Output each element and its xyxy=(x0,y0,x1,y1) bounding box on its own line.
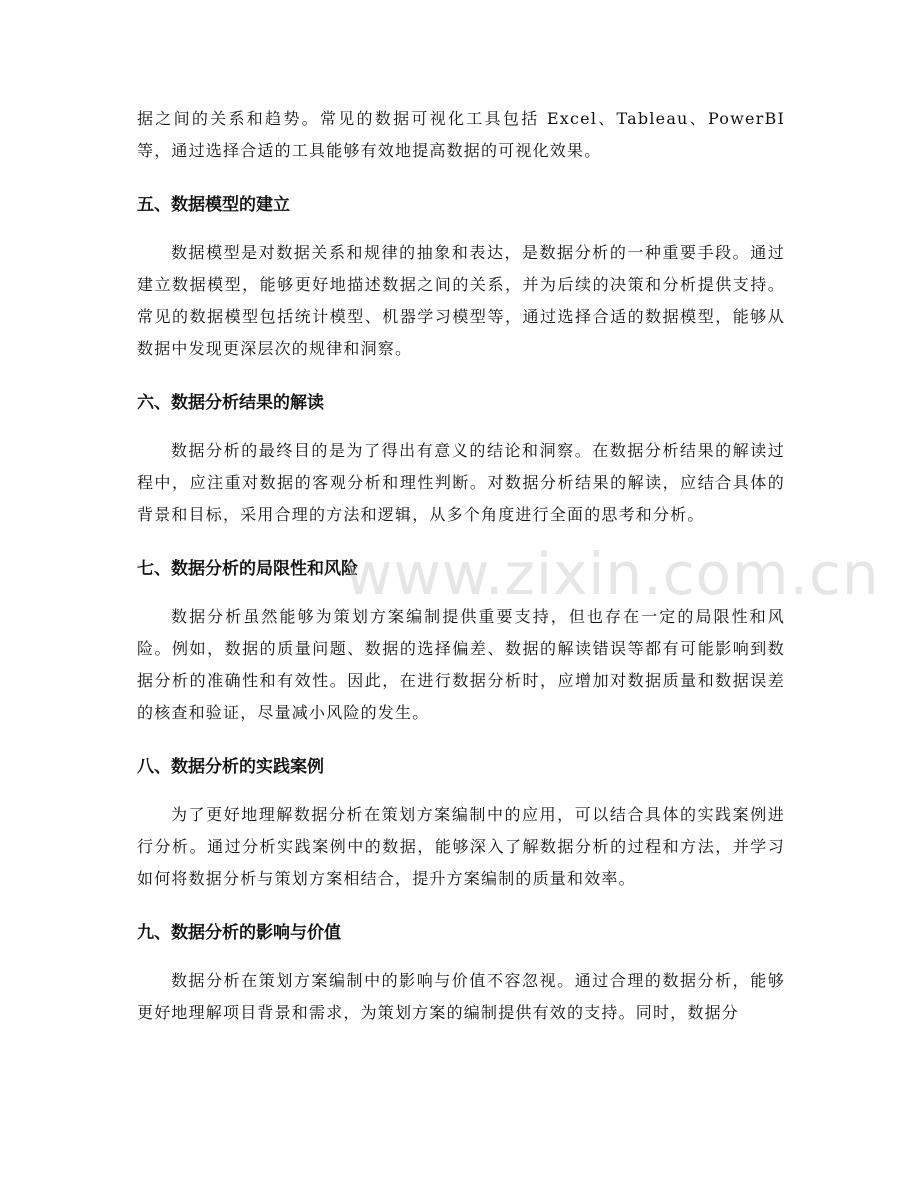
section-body-9: 数据分析在策划方案编制中的影响与价值不容忽视。通过合理的数据分析，能够更好地理解项目背景和需求，为策划方案的编制提供有效的支持。同时，数据分 xyxy=(137,971,785,1022)
section-body-6: 数据分析的最终目的是为了得出有意义的结论和洞察。在数据分析结果的解读过程中，应注重对数据的客观分析和理性判断。对数据分析结果的解读，应结合具体的背景和目标，采用合理的方法和逻辑，从多个角度进行全面的思考和分析。 xyxy=(137,441,785,524)
section-body-5: 数据模型是对数据关系和规律的抽象和表达，是数据分析的一种重要手段。通过建立数据模型，能够更好地描述数据之间的关系，并为后续的决策和分析提供支持。常见的数据模型包括统计模型、机器学习模型等，通过选择合适的数据模型，能够从数据中发现更深层次的规律和洞察。 xyxy=(137,243,785,358)
document-content xyxy=(137,103,785,1029)
intro-paragraph: 据之间的关系和趋势。常见的数据可视化工具包括 Excel、Tableau、PowerBI 等，通过选择合适的工具能够有效地提高数据的可视化效果。 xyxy=(137,109,785,160)
section-heading-7: 七、数据分析的局限性和风险 xyxy=(137,559,358,579)
section-heading-5: 五、数据模型的建立 xyxy=(137,195,290,215)
watermark-text: www.zixin.com.cn xyxy=(345,540,880,608)
section-heading-9: 九、数据分析的影响与价值 xyxy=(137,923,341,943)
section-body-7: 数据分析虽然能够为策划方案编制提供重要支持，但也存在一定的局限性和风险。例如，数据的质量问题、数据的选择偏差、数据的解读错误等都有可能影响到数据分析的准确性和有效性。因此，在进行数据分析时，应增加对数据质量和数据误差的核查和验证，尽量减小风险的发生。 xyxy=(137,607,785,722)
section-heading-8: 八、数据分析的实践案例 xyxy=(137,757,324,777)
section-heading-6: 六、数据分析结果的解读 xyxy=(137,393,324,413)
section-body-8: 为了更好地理解数据分析在策划方案编制中的应用，可以结合具体的实践案例进行分析。通过分析实践案例中的数据，能够深入了解数据分析的过程和方法，并学习如何将数据分析与策划方案相结合，提升方案编制的质量和效率。 xyxy=(137,805,785,888)
